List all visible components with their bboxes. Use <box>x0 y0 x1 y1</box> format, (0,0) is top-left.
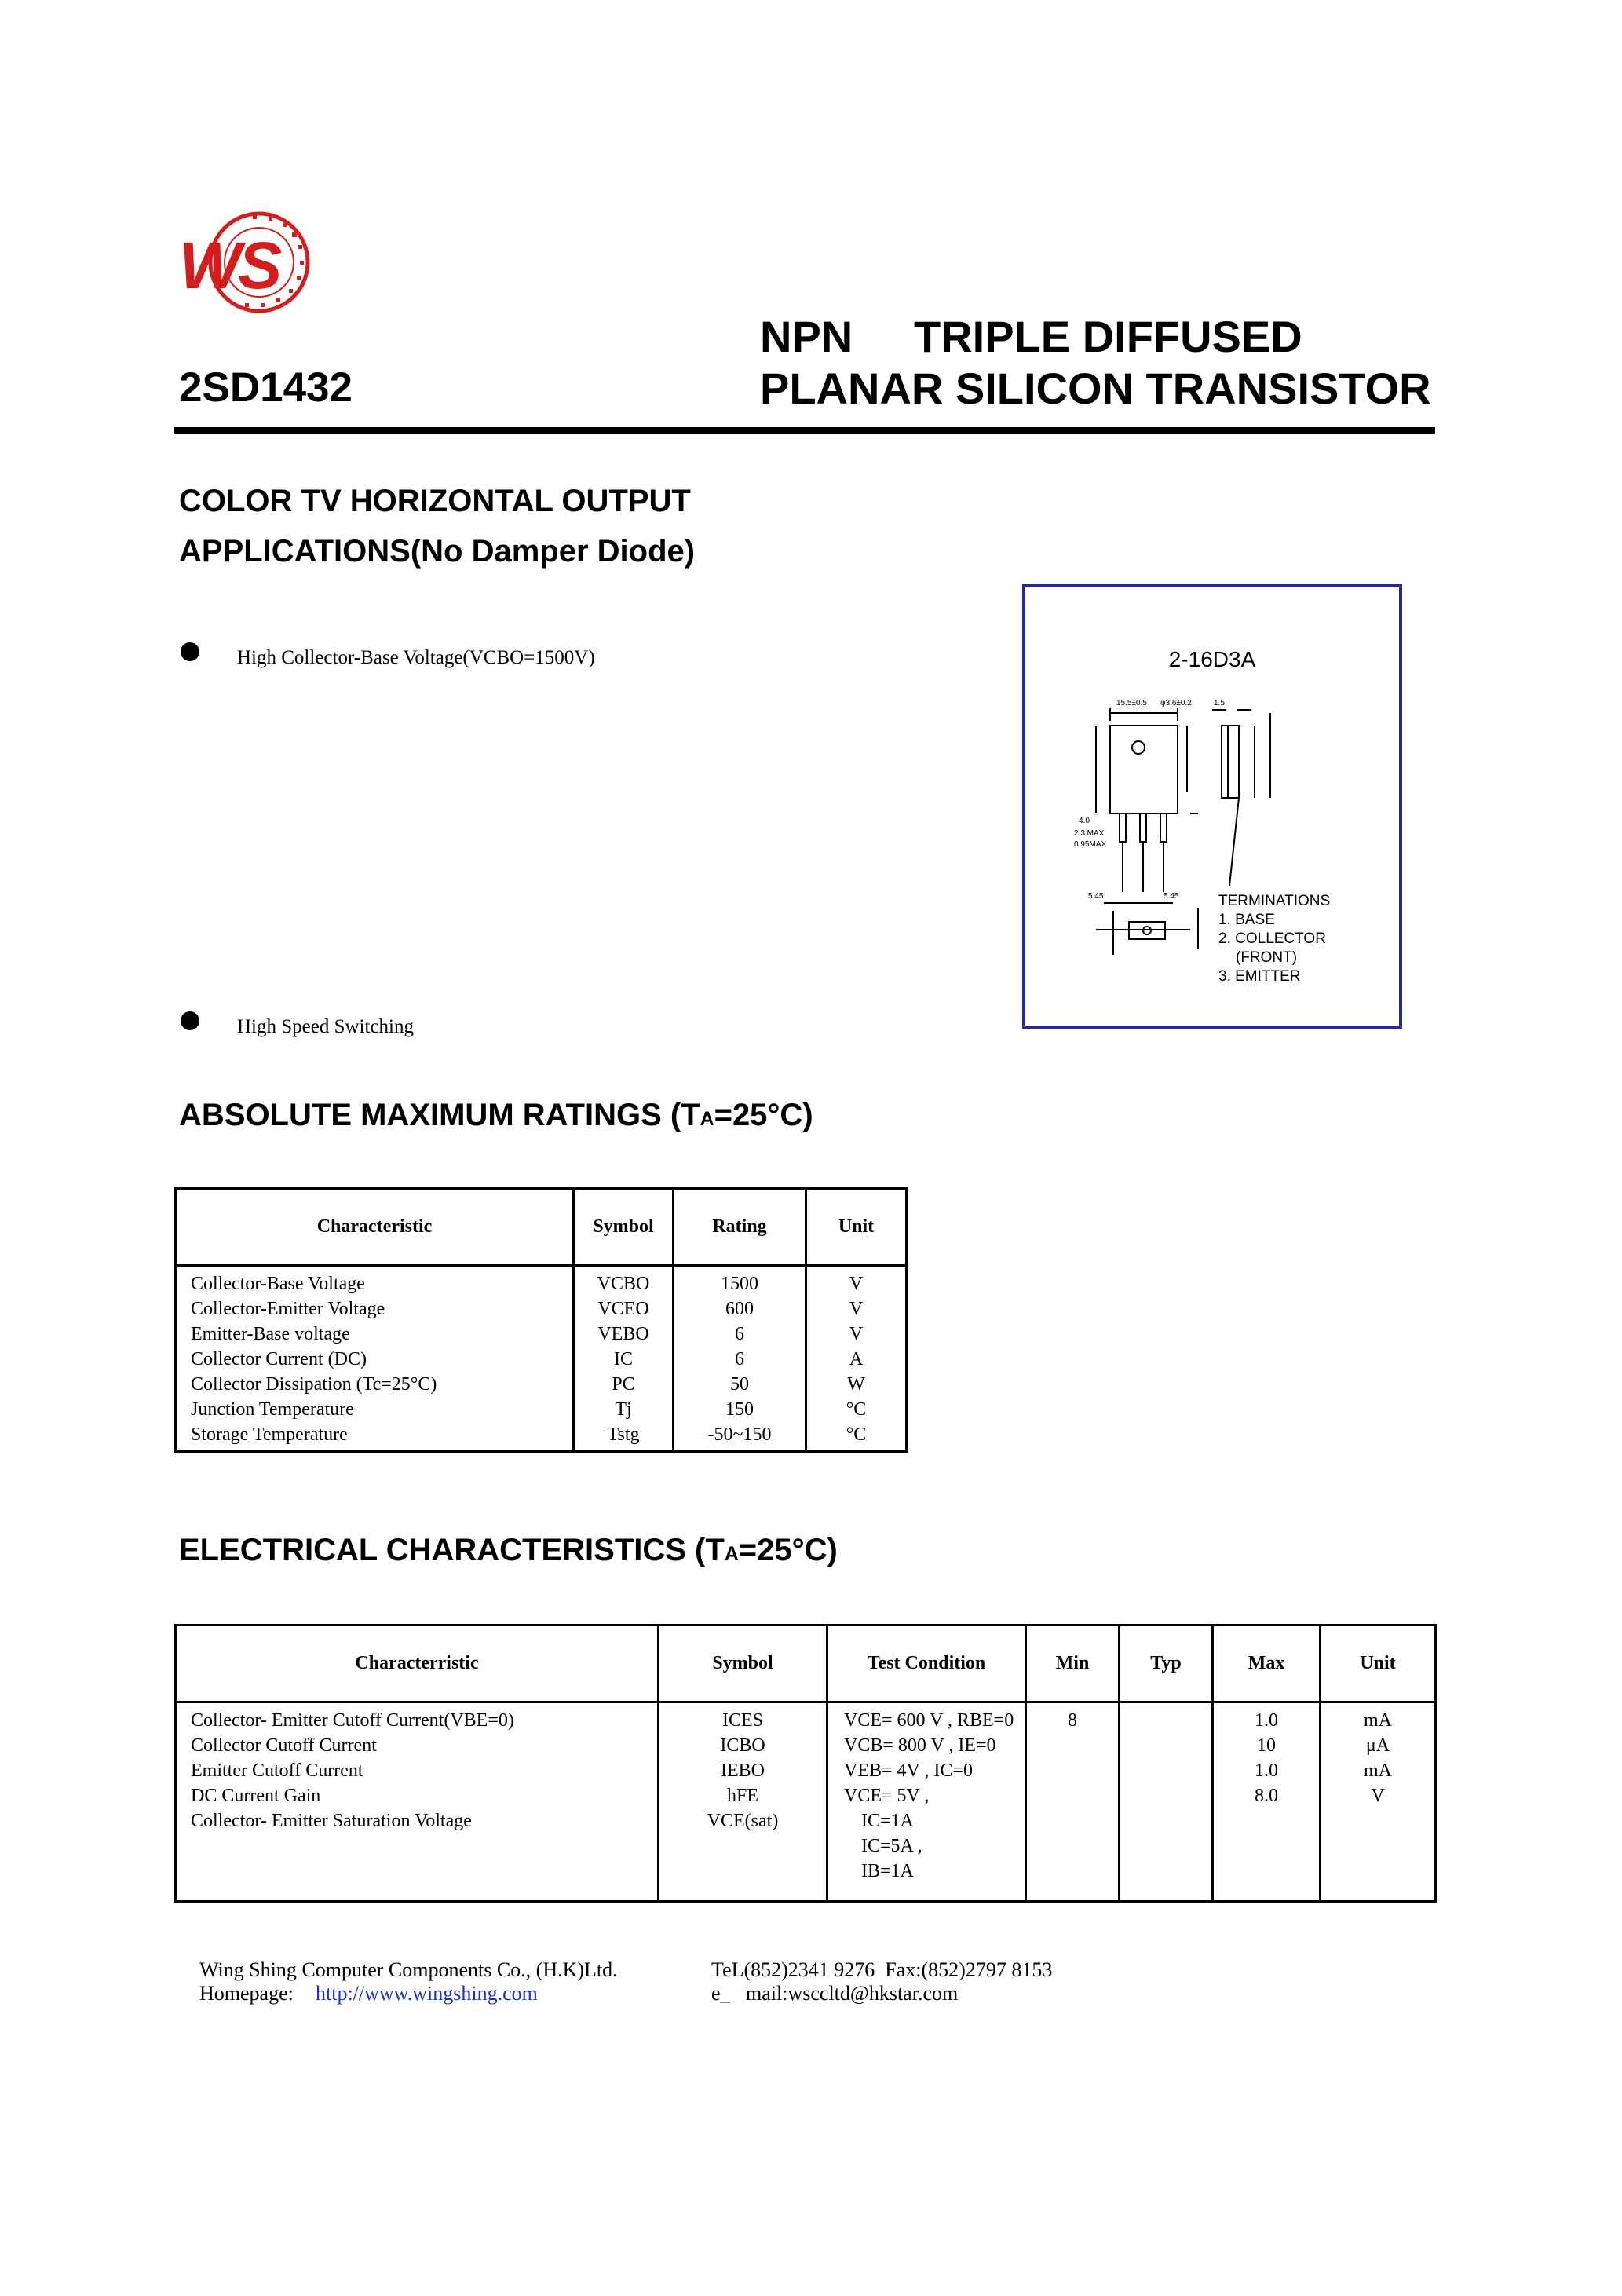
company-logo <box>174 206 323 331</box>
column-header: Symbol <box>574 1189 674 1266</box>
column-header: Characteristic <box>176 1189 574 1266</box>
elec-table <box>174 1624 1437 1903</box>
dim-label: 5.45 <box>1164 892 1179 901</box>
column-header: Max <box>1213 1625 1321 1702</box>
termination-item: 1. BASE <box>1218 912 1275 928</box>
elec-title: ELECTRICAL CHARACTERISTICS (TA=25°C) <box>179 1533 838 1567</box>
dim-label: φ3.6±0.2 <box>1160 699 1192 707</box>
column-header: Unit <box>806 1189 907 1266</box>
max-column: 1.0 10 1.0 8.0 <box>1213 1702 1321 1902</box>
homepage-link[interactable]: http://www.wingshing.com <box>316 1982 538 2005</box>
column-header: Typ <box>1120 1625 1213 1702</box>
terminations-title: TERMINATIONS <box>1218 893 1331 909</box>
part-number: 2SD1432 <box>179 364 353 411</box>
unit-column: V V V A W °C °C <box>806 1266 907 1452</box>
terminations-legend <box>1218 892 1330 986</box>
column-header: Symbol <box>659 1625 827 1702</box>
type-line-2: PLANAR SILICON TRANSISTOR <box>760 364 1431 413</box>
package-outline-box <box>1022 584 1402 1029</box>
abs-max-title: ABSOLUTE MAXIMUM RATINGS (TA=25°C) <box>179 1098 813 1132</box>
footer-email: e_ mail:wsccltd@hkstar.com <box>711 1982 959 2005</box>
dim-label: 0.95MAX <box>1074 840 1107 849</box>
characteristic-column: Collector- Emitter Cutoff Current(VBE=0) Collector Cutoff Current Emitter Cutoff Current DC Current Gain Collector- Emitter Saturation Voltage <box>176 1702 659 1902</box>
column-header: Unit <box>1321 1625 1436 1702</box>
column-header: Test Condition <box>827 1625 1026 1702</box>
bullet-icon <box>181 642 199 661</box>
feature-item: High Collector-Base Voltage(VCBO=1500V) <box>237 647 595 668</box>
test-condition-column: VCE= 600 V , RBE=0 VCB= 800 V , IE=0 VEB= 4V , IC=0 VCE= 5V , IC=1A IC=5A , IB=1A <box>827 1702 1026 1902</box>
min-column: 8 <box>1026 1702 1120 1902</box>
feature-item: High Speed Switching <box>237 1016 414 1037</box>
type-line-1: NPN TRIPLE DIFFUSED <box>760 312 1302 361</box>
column-header: Rating <box>674 1189 806 1266</box>
dim-label: 5.45 <box>1088 892 1104 901</box>
symbol-column: ICES ICBO IEBO hFE VCE(sat) <box>659 1702 827 1902</box>
termination-item: 3. EMITTER <box>1218 968 1301 985</box>
package-name: 2-16D3A <box>1168 647 1256 671</box>
unit-column: mA μA mA V <box>1321 1702 1436 1902</box>
termination-item: 2. COLLECTOR <box>1218 930 1326 947</box>
logo-text: WS <box>179 229 279 302</box>
bullet-icon <box>181 1011 199 1030</box>
footer-company: Wing Shing Computer Components Co., (H.K)Ltd. <box>199 1958 618 1981</box>
header-rule <box>174 427 1435 434</box>
symbol-column: VCBO VCEO VEBO IC PC Tj Tstg <box>574 1266 674 1452</box>
rating-column: 1500 600 6 6 50 150 -50~150 <box>674 1266 806 1452</box>
dim-label: 2.3 MAX <box>1074 829 1105 838</box>
application-line-1: COLOR TV HORIZONTAL OUTPUT <box>179 484 691 518</box>
typ-column <box>1120 1702 1213 1902</box>
footer-tel: TeL(852)2341 9276 Fax:(852)2797 8153 <box>711 1958 1053 1981</box>
application-line-2: APPLICATIONS(No Damper Diode) <box>179 534 696 569</box>
characteristic-column: Collector-Base Voltage Collector-Emitter Voltage Emitter-Base voltage Collector Current (DC) Collector Dissipation (Tc=25°C) Junction Temperature Storage Temperature <box>176 1266 574 1452</box>
column-header: Min <box>1026 1625 1120 1702</box>
termination-item: (FRONT) <box>1236 949 1298 966</box>
dim-label: 1.5 <box>1214 699 1225 707</box>
footer-homepage-label: Homepage: <box>199 1982 294 2005</box>
dim-label: 4.0 <box>1079 817 1090 825</box>
dim-label: 15.5±0.5 <box>1116 699 1147 707</box>
column-header: Characterristic <box>176 1625 659 1702</box>
abs-max-table <box>174 1187 908 1453</box>
